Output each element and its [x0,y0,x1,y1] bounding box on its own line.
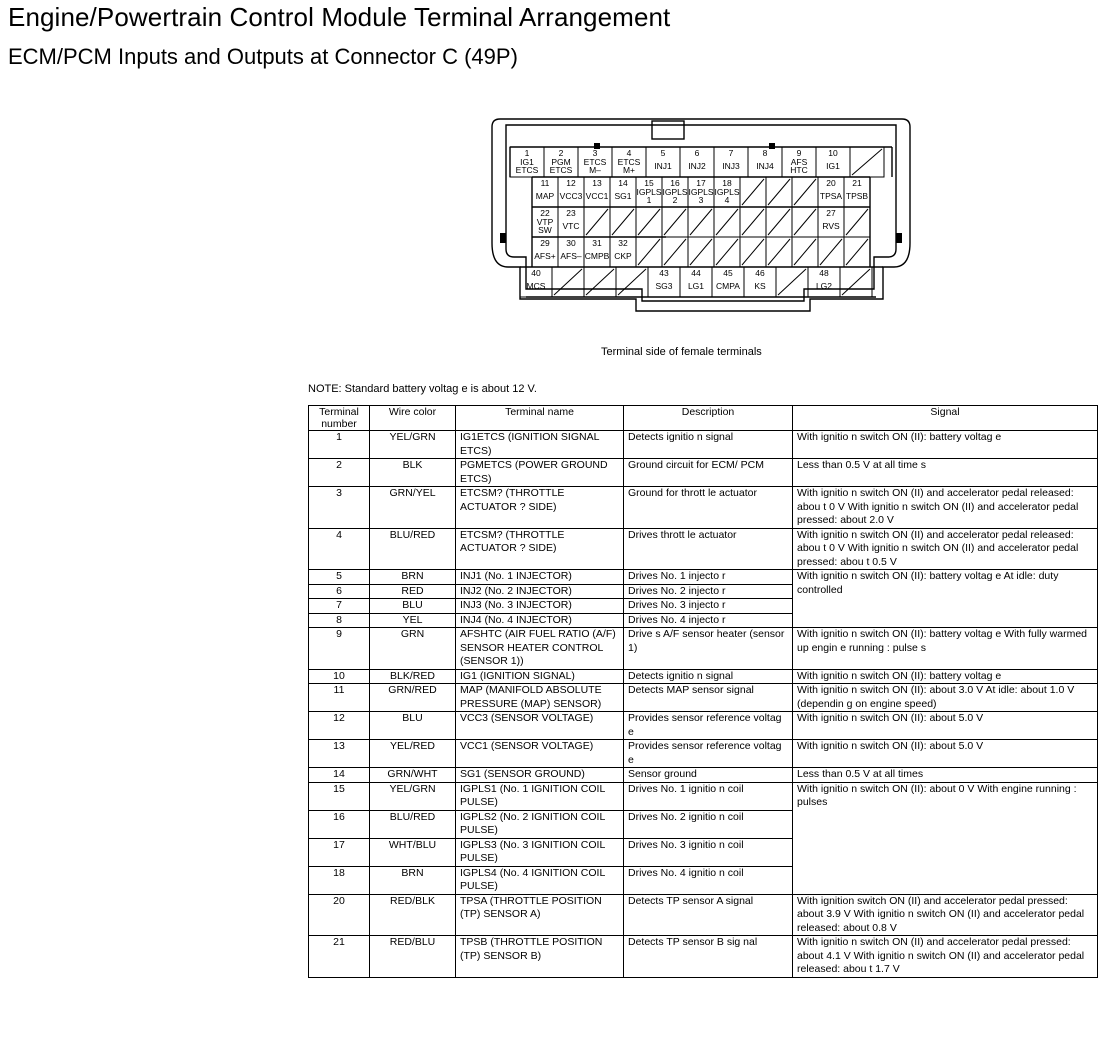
pin-label: INJ4 [756,161,774,171]
pin-number: 3 [592,148,598,158]
cell-signal: With ignitio n switch ON (II): about 0 V With engine running : pulses [793,782,1098,894]
cell-number: 16 [309,810,370,838]
cell-name: ETCSM? (THROTTLE ACTUATOR ? SIDE) [456,487,624,529]
cell-wire: GRN/YEL [370,487,456,529]
cell-name: IGPLS2 (No. 2 IGNITION COIL PULSE) [456,810,624,838]
pin-number: 7 [728,148,734,158]
table-row [309,768,1098,783]
empty-cavity-hatch [664,209,686,235]
cell-number: 21 [309,936,370,978]
cell-name: VCC3 (SENSOR VOLTAGE) [456,712,624,740]
pin-number: 4 [626,148,632,158]
cell-number: 17 [309,838,370,866]
cell-wire: BLK [370,459,456,487]
cell-name: AFSHTC (AIR FUEL RATIO (A/F) SENSOR HEATER CONTROL (SENSOR 1)) [456,628,624,670]
cell-signal: Less than 0.5 V at all times [793,768,1098,783]
pin-label: RVS [822,221,840,231]
empty-cavity-hatch [586,269,614,295]
cell-wire: RED [370,584,456,599]
cell-signal: Less than 0.5 V at all time s [793,459,1098,487]
page-title: Engine/Powertrain Control Module Terminal Arrangement [8,2,671,32]
empty-cavity-hatch [716,239,738,265]
cell-name: PGMETCS (POWER GROUND ETCS) [456,459,624,487]
pin-label: SG3 [655,281,673,291]
pin-label: PGM [551,157,571,167]
empty-cavity-hatch [794,239,816,265]
cell-number: 12 [309,712,370,740]
cell-number: 14 [309,768,370,783]
empty-cavity-hatch [768,239,790,265]
table-row [309,712,1098,740]
pin-number: 2 [558,148,564,158]
pin-label: 4 [724,195,730,205]
connector-caption: Terminal side of female terminals [601,346,762,358]
voltage-note: NOTE: Standard battery voltag e is about 12 V. [308,383,537,395]
cell-name: ETCSM? (THROTTLE ACTUATOR ? SIDE) [456,528,624,570]
empty-cavity-hatch [794,179,816,205]
cell-desc: Detects TP sensor A signal [624,894,793,936]
pin-label: AFS [790,157,808,167]
empty-cavity-hatch [846,209,868,235]
empty-cavity-hatch [554,269,582,295]
pin-label: LG2 [815,281,833,291]
cell-name: INJ3 (No. 3 INJECTOR) [456,599,624,614]
cell-name: TPSA (THROTTLE POSITION (TP) SENSOR A) [456,894,624,936]
cell-wire: YEL/RED [370,740,456,768]
cell-number: 6 [309,584,370,599]
cell-name: TPSB (THROTTLE POSITION (TP) SENSOR B) [456,936,624,978]
cell-wire: GRN [370,628,456,670]
pin-number: 5 [660,148,666,158]
table-row [309,570,1098,585]
pin-number: 9 [796,148,802,158]
cell-desc: Drives No. 3 injecto r [624,599,793,614]
pin-number: 48 [819,268,829,278]
terminal-table [308,405,1098,978]
pin-label: MAP [535,191,555,201]
pin-label: HTC [790,165,808,175]
cell-number: 8 [309,613,370,628]
pin-label: IGPLS [662,187,688,197]
pin-label: 3 [698,195,704,205]
empty-cavity-hatch [664,239,686,265]
table-row [309,894,1098,936]
cell-wire: WHT/BLU [370,838,456,866]
pin-label: AFS– [560,251,582,261]
empty-cavity-hatch [820,239,842,265]
cell-desc: Ground for thrott le actuator [624,487,793,529]
pin-label: TPSA [819,191,843,201]
cell-desc: Provides sensor reference voltag e [624,740,793,768]
cell-signal: With ignition switch ON (II) and accelerator pedal pressed: about 3.9 V With ignitio n switch ON (II) and accelerator pedal released: about 0.8 V [793,894,1098,936]
empty-cavity-hatch [768,209,790,235]
pin-label: ETCS [617,157,641,167]
pin-number: 16 [670,178,680,188]
cell-desc: Drives No. 3 ignitio n coil [624,838,793,866]
cell-signal: With ignitio n switch ON (II): about 5.0 V [793,712,1098,740]
pin-label: INJ2 [688,161,706,171]
empty-cavity-hatch [794,209,816,235]
pin-label: ETCS [583,157,607,167]
cell-name: IGPLS1 (No. 1 IGNITION COIL PULSE) [456,782,624,810]
header-description: Description [624,406,793,431]
table-row [309,740,1098,768]
cell-desc: Provides sensor reference voltag e [624,712,793,740]
empty-cavity-hatch [742,179,764,205]
cell-desc: Drive s A/F sensor heater (sensor 1) [624,628,793,670]
cell-desc: Detects ignitio n signal [624,431,793,459]
pin-label: IG1 [826,161,840,171]
cell-name: IG1 (IGNITION SIGNAL) [456,669,624,684]
pin-number: 31 [592,238,602,248]
cell-wire: BLU/RED [370,810,456,838]
cell-number: 3 [309,487,370,529]
cell-signal: With ignitio n switch ON (II): battery voltag e At idle: duty controlled [793,570,1098,628]
cell-name: INJ2 (No. 2 INJECTOR) [456,584,624,599]
cell-name: MAP (MANIFOLD ABSOLUTE PRESSURE (MAP) SENSOR) [456,684,624,712]
empty-cavity-hatch [638,209,660,235]
cell-signal: With ignitio n switch ON (II): about 3.0 V At idle: about 1.0 V (dependin g on engine speed) [793,684,1098,712]
empty-cavity-hatch [716,209,738,235]
table-row [309,782,1098,810]
cell-name: INJ4 (No. 4 INJECTOR) [456,613,624,628]
pin-number: 27 [826,208,836,218]
cell-wire: GRN/WHT [370,768,456,783]
pin-label: LG1 [687,281,705,291]
header-signal: Signal [793,406,1098,431]
cell-number: 9 [309,628,370,670]
header-terminal-name: Terminal name [456,406,624,431]
cell-name: VCC1 (SENSOR VOLTAGE) [456,740,624,768]
cell-number: 10 [309,669,370,684]
cell-number: 4 [309,528,370,570]
cell-wire: BRN [370,866,456,894]
pin-label: CKP [614,251,632,261]
cell-wire: BLK/RED [370,669,456,684]
cell-desc: Drives thrott le actuator [624,528,793,570]
empty-cavity-hatch [612,209,634,235]
table-row [309,669,1098,684]
pin-number: 46 [755,268,765,278]
pin-number: 17 [696,178,706,188]
pin-number: 12 [566,178,576,188]
cell-number: 13 [309,740,370,768]
empty-cavity-hatch [778,269,806,295]
pin-number: 6 [694,148,700,158]
cell-signal: With ignitio n switch ON (II) and accelerator pedal released: abou t 0 V With ignitio n switch ON (II) and accelerator pedal pressed: abou t 0.5 V [793,528,1098,570]
cell-wire: GRN/RED [370,684,456,712]
cell-number: 7 [309,599,370,614]
cell-signal: With ignitio n switch ON (II): battery voltag e [793,669,1098,684]
cell-signal: With ignitio n switch ON (II): about 5.0 V [793,740,1098,768]
cell-signal: With ignitio n switch ON (II): battery voltag e With fully warmed up engin e running : pulse s [793,628,1098,670]
pin-label: IG1 [520,157,534,167]
header-wire-color: Wire color [370,406,456,431]
cell-signal: With ignitio n switch ON (II) and accelerator pedal pressed: about 4.1 V With ignitio n switch ON (II) and accelerator pedal released: abou t 1.7 V [793,936,1098,978]
pin-number: 1 [524,148,530,158]
cell-name: IG1ETCS (IGNITION SIGNAL ETCS) [456,431,624,459]
pin-number: 30 [566,238,576,248]
pin-label: KS [754,281,766,291]
connector-diagram [486,117,916,317]
pin-label: 2 [672,195,678,205]
empty-cavity-hatch [768,179,790,205]
cell-desc: Drives No. 2 ignitio n coil [624,810,793,838]
header-terminal-number: Terminal number [309,406,370,431]
cell-signal: With ignitio n switch ON (II) and accelerator pedal released: abou t 0 V With ignitio n switch ON (II) and accelerator pedal pressed: about 2.0 V [793,487,1098,529]
cell-desc: Drives No. 4 injecto r [624,613,793,628]
cell-desc: Drives No. 1 ignitio n coil [624,782,793,810]
cell-signal: With ignitio n switch ON (II): battery voltag e [793,431,1098,459]
empty-cavity-hatch [638,239,660,265]
pin-number: 45 [723,268,733,278]
pin-label: CMPA [716,281,740,291]
table-row [309,684,1098,712]
cell-wire: BRN [370,570,456,585]
pin-label: VCC3 [559,191,583,201]
cell-desc: Drives No. 4 ignitio n coil [624,866,793,894]
pin-label: SW [538,225,552,235]
pin-label: VTP [536,217,554,227]
cell-number: 1 [309,431,370,459]
cell-number: 5 [309,570,370,585]
table-row [309,528,1098,570]
pin-number: 11 [540,178,550,188]
cell-desc: Drives No. 2 injecto r [624,584,793,599]
cell-desc: Detects TP sensor B sig nal [624,936,793,978]
pin-number: 43 [659,268,669,278]
cell-wire: YEL [370,613,456,628]
pin-number: 15 [644,178,654,188]
table-row [309,936,1098,978]
cell-desc: Detects MAP sensor signal [624,684,793,712]
pin-number: 13 [592,178,602,188]
pin-label: M+ [622,165,636,175]
cell-desc: Sensor ground [624,768,793,783]
pin-label: VCC1 [585,191,609,201]
pin-label: ETCS [549,165,573,175]
cell-number: 20 [309,894,370,936]
pin-label: AFS+ [534,251,556,261]
pin-number: 10 [828,148,838,158]
cell-wire: RED/BLU [370,936,456,978]
pin-label: IGPLS [714,187,740,197]
table-row [309,459,1098,487]
cell-name: IGPLS4 (No. 4 IGNITION COIL PULSE) [456,866,624,894]
empty-cavity-hatch [690,209,712,235]
pin-label: INJ3 [722,161,740,171]
empty-cavity-hatch [586,209,608,235]
pin-label: IGPLS [688,187,714,197]
table-row [309,628,1098,670]
cell-desc: Ground circuit for ECM/ PCM [624,459,793,487]
cell-wire: YEL/GRN [370,431,456,459]
table-row [309,487,1098,529]
pin-number: 14 [618,178,628,188]
pin-label: TPSB [845,191,869,201]
pin-label: SG1 [614,191,632,201]
cell-number: 15 [309,782,370,810]
cell-wire: BLU [370,712,456,740]
pin-number: 44 [691,268,701,278]
pin-number: 40 [531,268,541,278]
empty-cavity-hatch [852,149,882,175]
cell-name: INJ1 (No. 1 INJECTOR) [456,570,624,585]
pin-number: 21 [852,178,862,188]
pin-label: VTC [562,221,580,231]
empty-cavity-hatch [742,239,764,265]
cell-name: IGPLS3 (No. 3 IGNITION COIL PULSE) [456,838,624,866]
pin-label: INJ1 [654,161,672,171]
cell-number: 2 [309,459,370,487]
table-row [309,431,1098,459]
pin-label: 1 [646,195,652,205]
cell-desc: Detects ignitio n signal [624,669,793,684]
cell-wire: YEL/GRN [370,782,456,810]
pin-number: 22 [540,208,550,218]
empty-cavity-hatch [690,239,712,265]
cell-wire: BLU/RED [370,528,456,570]
pin-label: M– [589,165,601,175]
pin-number: 23 [566,208,576,218]
cell-desc: Drives No. 1 injecto r [624,570,793,585]
cell-wire: BLU [370,599,456,614]
empty-cavity-hatch [842,269,870,295]
empty-cavity-hatch [742,209,764,235]
pin-label: ETCS [515,165,539,175]
pin-number: 32 [618,238,628,248]
pin-label: CMPB [584,251,610,261]
pin-label: IGPLS [636,187,662,197]
cell-wire: RED/BLK [370,894,456,936]
page-subtitle: ECM/PCM Inputs and Outputs at Connector C (49P) [8,44,518,69]
pin-number: 8 [762,148,768,158]
pin-number: 29 [540,238,550,248]
pin-number: 18 [722,178,732,188]
pin-number: 20 [826,178,836,188]
cell-name: SG1 (SENSOR GROUND) [456,768,624,783]
empty-cavity-hatch [846,239,868,265]
pin-label: MCS [526,281,546,291]
cell-number: 11 [309,684,370,712]
cell-number: 18 [309,866,370,894]
table-header-row [309,406,1098,431]
